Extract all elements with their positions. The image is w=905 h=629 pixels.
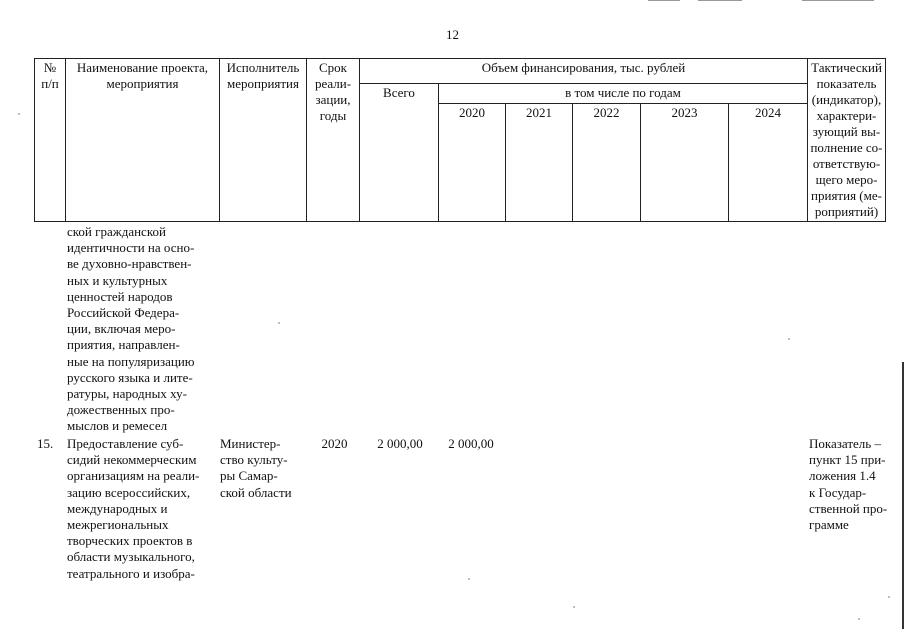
text-line: ные на популяризацию (67, 353, 195, 369)
scan-speck (468, 578, 470, 580)
scan-speck (278, 322, 280, 324)
scan-edge (902, 362, 904, 629)
scan-speck (788, 338, 790, 340)
text-line: Предоставление суб- (67, 436, 184, 451)
header-indicator: Тактический показатель (индикатор), характери-зующий вы-полнение со-ответствую-щего меро-приятия (ме-роприятий) (808, 59, 886, 222)
text-line: творческих проектов в (67, 533, 193, 549)
text-line: ценностей народов (67, 288, 173, 304)
text-line: Показатель – (809, 436, 881, 451)
scan-speck (18, 113, 20, 115)
header-num: № п/п (35, 59, 66, 222)
scan-speck (858, 618, 860, 620)
text-line: Российской Федера- (67, 305, 180, 321)
text-line: русского языка и лите- (67, 369, 193, 385)
text-line: ве духовно-нравствен- (67, 256, 192, 272)
text-line: ных и культурных (67, 272, 168, 288)
text-line: пункт 15 при- (809, 452, 886, 468)
scan-mark (648, 0, 680, 1)
row15-name (67, 436, 227, 582)
text-line: идентичности на осно- (67, 240, 195, 256)
scan-speck (573, 606, 575, 608)
scan-mark (802, 0, 874, 1)
text-line: организациям на реали- (67, 468, 200, 484)
text-line: ры Самар- (220, 468, 278, 484)
text-line: Министер- (220, 436, 281, 451)
text-line: к Государ- (809, 484, 867, 500)
row15-term: 2020 (321, 436, 348, 451)
text-line: ской гражданской (67, 224, 166, 239)
text-line: ции, включая меро- (67, 321, 176, 337)
header-term: Срок реали-зации, годы (307, 59, 360, 222)
header-year-2022: 2022 (573, 104, 641, 222)
row15-total: 2 000,00 (377, 436, 423, 451)
text-line: межрегиональных (67, 517, 169, 533)
text-line: ложения 1.4 (809, 468, 876, 484)
header-executor: Исполнитель мероприятия (220, 59, 307, 222)
table-header (34, 58, 886, 222)
text-line: ской области (220, 484, 292, 500)
continuation-name (67, 224, 227, 435)
text-line: сидий некоммерческим (67, 452, 197, 468)
text-line: ственной про- (809, 500, 888, 516)
text-line: мыслов и ремесел (67, 418, 168, 434)
text-line: международных и (67, 500, 168, 516)
header-year-2024: 2024 (729, 104, 808, 222)
text-line: зацию всероссийских, (67, 484, 191, 500)
header-by-years: в том числе по годам (439, 84, 808, 104)
text-line: ратуры, народных ху- (67, 386, 187, 402)
header-year-2020: 2020 (439, 104, 506, 222)
row15-2020: 2 000,00 (448, 436, 494, 451)
header-name: Наименование проекта, мероприятия (66, 59, 220, 222)
row15-executor (220, 436, 310, 501)
text-line: области музыкального, (67, 549, 195, 565)
scan-speck (888, 596, 890, 598)
text-line: приятия, направлен- (67, 337, 180, 353)
header-year-2023: 2023 (641, 104, 729, 222)
text-line: ство культу- (220, 452, 288, 468)
header-funding: Объем финансирования, тыс. рублей (360, 59, 808, 84)
text-line: театрального и изобра- (67, 565, 195, 581)
text-line: дожественных про- (67, 402, 175, 418)
page-number: 12 (446, 27, 459, 42)
header-total: Всего (360, 84, 439, 222)
header-year-2021: 2021 (506, 104, 573, 222)
text-line: грамме (809, 517, 849, 533)
row15-num: 15. (37, 436, 54, 451)
row15-indicator (809, 436, 899, 533)
scan-mark (698, 0, 742, 1)
